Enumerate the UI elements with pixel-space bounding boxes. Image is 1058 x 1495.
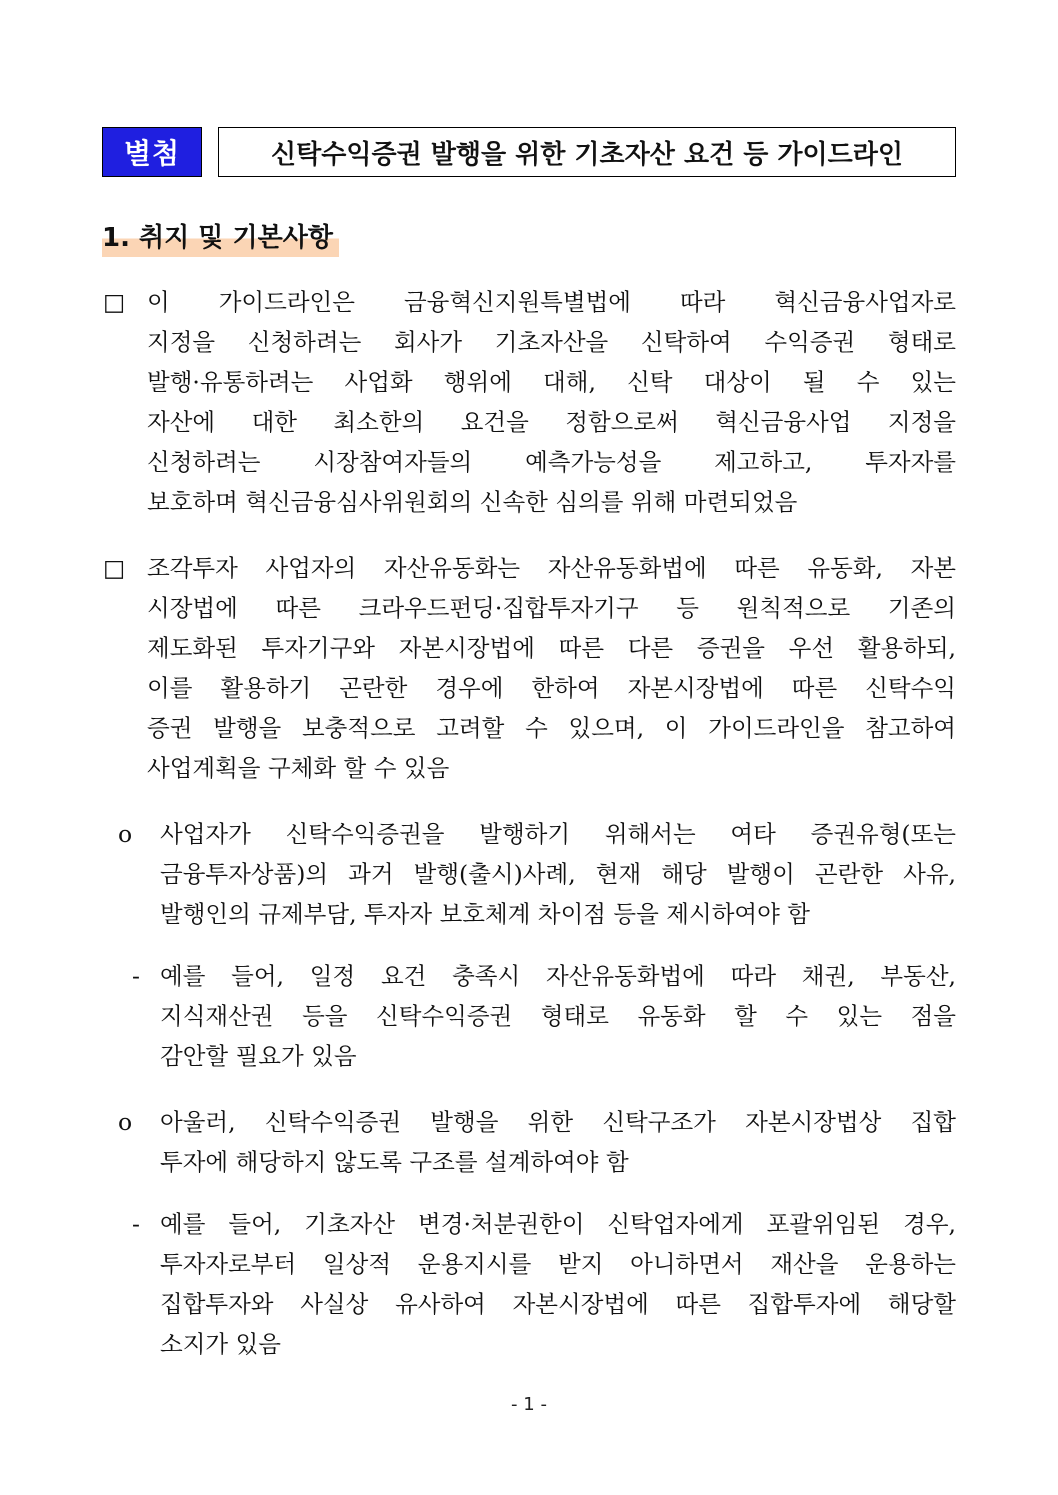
paragraph-line: 보호하며 혁신금융심사위원회의 신속한 심의를 위해 마련되었음 [147,488,798,516]
paragraph-line: 시장법에 따른 크라우드펀딩·집합투자기구 등 원칙적으로 기존의 [147,594,956,622]
paragraph-line: 투자자로부터 일상적 운용지시를 받지 아니하면서 재산을 운용하는 [160,1250,956,1278]
page-number: - 1 - [511,1394,547,1415]
paragraph-line: 조각투자 사업자의 자산유동화는 자산유동화법에 따른 유동화, 자본 [147,554,956,582]
attachment-badge: 별첨 [102,127,202,177]
paragraph-line: 신청하려는 시장참여자들의 예측가능성을 제고하고, 투자자를 [147,448,956,476]
square-bullet-icon: □ [103,288,126,316]
square-bullet-icon: □ [103,554,126,582]
paragraph-1 [103,282,956,522]
paragraph-line: 감안할 필요가 있음 [160,1042,357,1070]
dash-bullet-icon: - [132,1210,140,1238]
paragraph-line: 지식재산권 등을 신탁수익증권 형태로 유동화 할 수 있는 점을 [160,1002,956,1030]
paragraph-line: 지정을 신청하려는 회사가 기초자산을 신탁하여 수익증권 형태로 [147,328,956,356]
paragraph-line: 예를 들어, 일정 요건 충족시 자산유동화법에 따라 채권, 부동산, [160,962,956,990]
paragraph-line: 사업계획을 구체화 할 수 있음 [147,754,450,782]
paragraph-line: 증권 발행을 보충적으로 고려할 수 있으며, 이 가이드라인을 참고하여 [147,714,956,742]
paragraph-4 [132,956,956,1076]
document-title: 신탁수익증권 발행을 위한 기초자산 요건 등 가이드라인 [218,127,956,177]
paragraph-line: 제도화된 투자기구와 자본시장법에 따른 다른 증권을 우선 활용하되, [147,634,956,662]
paragraph-line: 금융투자상품)의 과거 발행(출시)사례, 현재 해당 발행이 곤란한 사유, [160,860,956,888]
paragraph-line: 투자에 해당하지 않도록 구조를 설계하여야 함 [160,1148,629,1176]
section-heading: 1. 취지 및 기본사항 [102,213,339,257]
paragraph-line: 이 가이드라인은 금융혁신지원특별법에 따라 혁신금융사업자로 [147,288,956,316]
paragraph-6 [132,1204,956,1364]
paragraph-3 [118,814,956,934]
paragraph-5 [118,1102,956,1182]
paragraph-line: 자산에 대한 최소한의 요건을 정함으로써 혁신금융사업 지정을 [147,408,956,436]
dash-bullet-icon: - [132,962,140,990]
paragraph-2 [103,548,956,788]
paragraph-line: 이를 활용하기 곤란한 경우에 한하여 자본시장법에 따른 신탁수익 [147,674,956,702]
circle-bullet-icon: ο [118,820,133,848]
paragraph-line: 예를 들어, 기초자산 변경·처분권한이 신탁업자에게 포괄위임된 경우, [160,1210,956,1238]
paragraph-line: 사업자가 신탁수익증권을 발행하기 위해서는 여타 증권유형(또는 [160,820,956,848]
paragraph-line: 아울러, 신탁수익증권 발행을 위한 신탁구조가 자본시장법상 집합 [160,1108,956,1136]
paragraph-line: 집합투자와 사실상 유사하여 자본시장법에 따른 집합투자에 해당할 [160,1290,956,1318]
title-row [102,127,956,177]
circle-bullet-icon: ο [118,1108,133,1136]
paragraph-line: 발행·유통하려는 사업화 행위에 대해, 신탁 대상이 될 수 있는 [147,368,956,396]
paragraph-line: 소지가 있음 [160,1330,281,1358]
paragraph-line: 발행인의 규제부담, 투자자 보호체계 차이점 등을 제시하여야 함 [160,900,810,928]
